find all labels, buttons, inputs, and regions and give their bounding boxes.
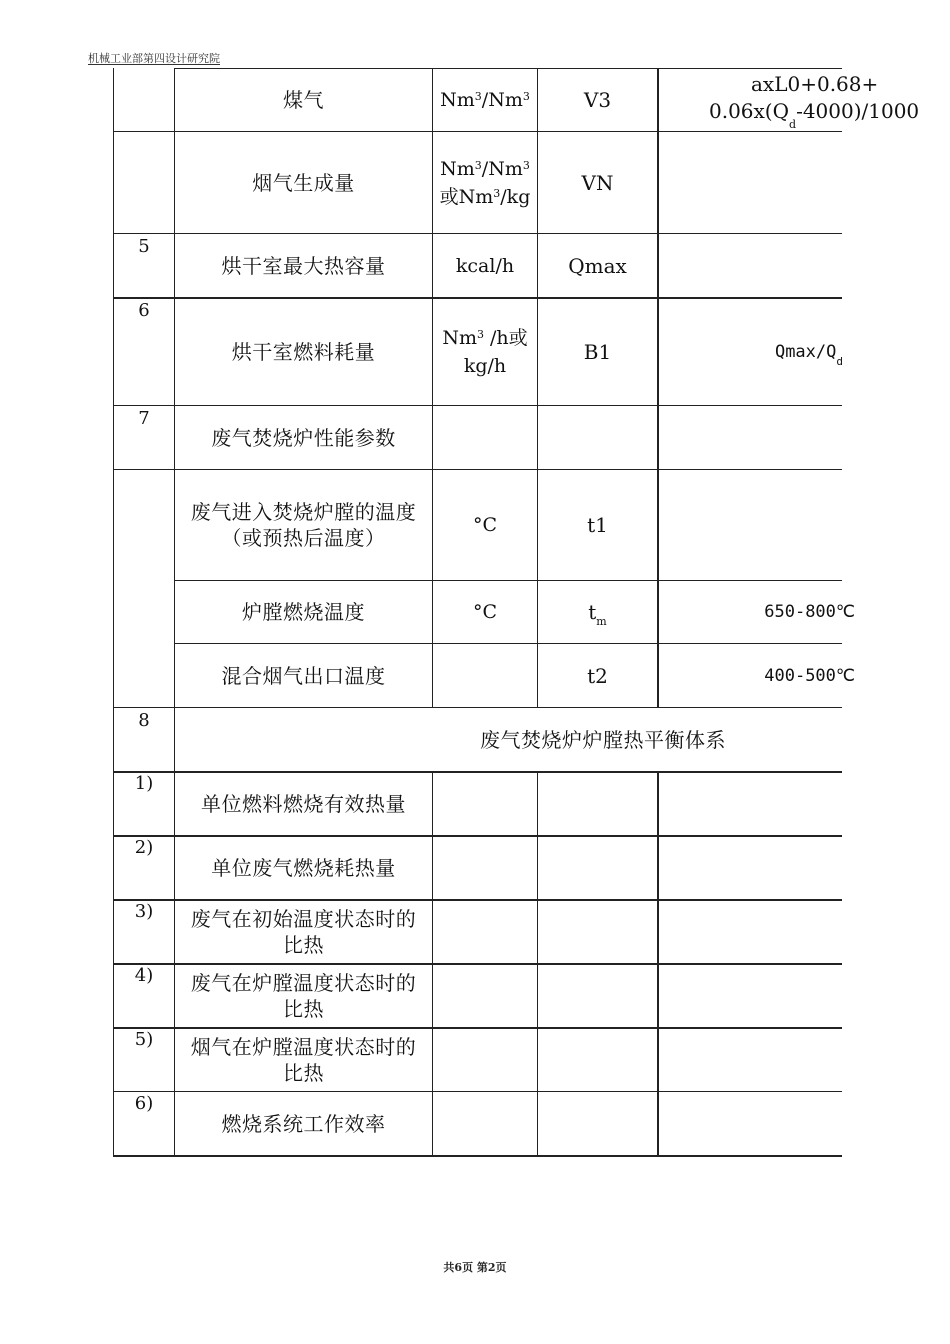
table-cell-name: 烘干室燃料耗量: [231, 340, 376, 364]
row-number: 8: [138, 710, 150, 731]
row-number: 7: [138, 408, 150, 429]
page-header: 机械工业部第四设计研究院: [88, 52, 220, 65]
table-cell-symbol: V3: [583, 88, 612, 112]
table-cell-symbol: Qmax: [568, 253, 627, 278]
row-number: 4): [134, 965, 154, 986]
row-number: 5): [134, 1029, 154, 1050]
table-cell-unit: Nm$^3$ /h或 kg/h: [442, 327, 528, 377]
table-cell-name: 废气进入焚烧炉膛的温度 （或预热后温度）: [190, 500, 417, 550]
table-cell-name: 单位废气燃烧耗热量: [211, 856, 396, 880]
table-cell-unit: °C: [472, 514, 498, 536]
table-cell-name: 废气在初始温度状态时的 比热: [190, 907, 417, 957]
table-cell-formula: Qmax/Q d: [774, 342, 843, 368]
page-footer: 共6页 第2页: [443, 1261, 507, 1274]
table-cell-name: 废气在炉膛温度状态时的 比热: [190, 971, 417, 1021]
table-cell-name: 燃烧系统工作效率: [221, 1112, 386, 1136]
table-cell-unit: kcal/h: [455, 254, 515, 277]
section-title: 废气焚烧炉炉膛热平衡体系: [480, 727, 726, 752]
table-cell-formula: 400-500℃: [764, 665, 855, 686]
table-cell-unit: Nm $^3$ /Nm $^3$: [440, 89, 530, 111]
table-cell-unit: °C: [472, 601, 498, 623]
table-cell-name: 烘干室最大热容量: [221, 253, 386, 278]
table-cell-symbol: B1: [583, 340, 612, 364]
table-cell-name: 单位燃料燃烧有效热量: [201, 792, 406, 816]
table-cell-symbol: t m: [588, 600, 607, 628]
table-cell-formula: axL0+0.68+ $0.06x(Q_d-4000)/1000$: [709, 71, 920, 131]
row-number: 3): [134, 901, 154, 922]
table-cell-symbol: t1: [587, 513, 608, 537]
row-number: 1): [134, 773, 154, 794]
table-cell-name: 烟气生成量: [252, 170, 355, 195]
table-cell-symbol: VN: [581, 170, 614, 195]
table-cell-symbol: t2: [587, 663, 608, 688]
table-cell-name: 混合烟气出口温度: [221, 663, 386, 688]
table-cell-name: 煤气: [283, 88, 324, 112]
row-number: 2): [134, 837, 154, 858]
table-cell-name: 炉膛燃烧温度: [242, 600, 365, 624]
row-number: 5: [138, 236, 150, 257]
table-cell-unit: Nm$^3$/Nm$^3$ 或Nm$^3$/kg: [439, 157, 531, 208]
table-cell-name: 废气焚烧炉性能参数: [211, 425, 396, 450]
table-cell-formula: 650-800℃: [764, 602, 855, 622]
table-cell-name: 烟气在炉膛温度状态时的 比热: [190, 1035, 417, 1085]
row-number: 6: [138, 300, 150, 321]
row-number: 6): [134, 1093, 154, 1114]
